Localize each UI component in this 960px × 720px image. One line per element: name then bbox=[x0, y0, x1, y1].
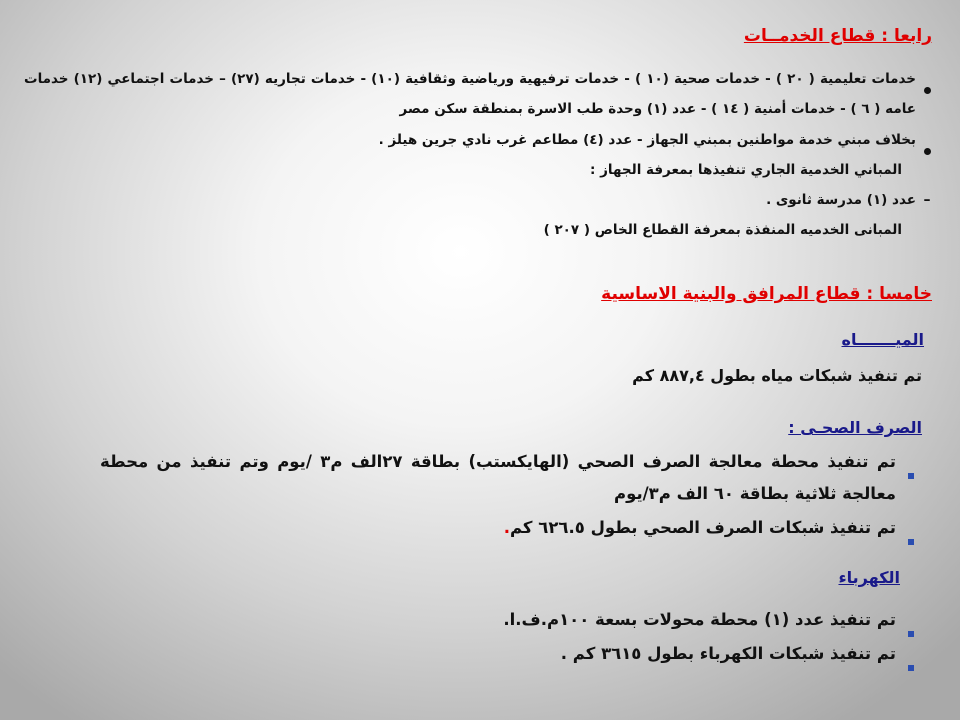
services-bullet-1-text: خدمات تعليمية ( ٢٠ ) - خدمات صحية (١٠ ) - خدمات ترفيهية ورياضية وثقافية (١٠) - خدمات تجاريه (٢٧) – خدمات اجتماعي (١٢) خدمات عامه ( ٦ ) - خدمات أمنية ( ١٤ ) - عدد (١) وحدة طب الاسرة بمنطقة سكن مصر bbox=[24, 71, 917, 117]
services-bullet-1 bbox=[24, 64, 938, 124]
private-sector-line: المبانى الخدميه المنفذة بمعرفة القطاع الخاص ( ٢٠٧ ) bbox=[543, 222, 902, 238]
electricity-bullet-1-text: تم تنفيذ عدد (١) محطة محولات بسعة ١٠٠م.ف.ا. bbox=[503, 610, 896, 629]
sewage-heading: الصرف الصحـى : bbox=[788, 418, 922, 437]
under-construction-item bbox=[24, 185, 938, 215]
bullet-square-icon bbox=[908, 539, 914, 545]
under-construction-label: المباني الخدمية الجاري تنفيذها بمعرفة الجهاز : bbox=[590, 162, 902, 178]
water-heading: الميـــــــاه bbox=[841, 330, 924, 349]
bullet-square-icon bbox=[908, 631, 914, 637]
sewage-bullet-2-text: تم تنفيذ شبكات الصرف الصحي بطول ٦٢٦.٥ كم bbox=[509, 518, 896, 537]
electricity-heading: الكهرباء bbox=[838, 568, 900, 587]
sewage-bullet-1 bbox=[100, 446, 926, 510]
water-line: تم تنفيذ شبكات مياه بطول ٨٨٧,٤ كم bbox=[632, 366, 922, 385]
sewage-bullet-1-text: تم تنفيذ محطة معالجة الصرف الصحي (الهايكستب) بطاقة ٢٧الف م٣ /يوم وتم تنفيذ من محطة معالجة ثلاثية بطاقة ٦٠ الف م٣/يوم bbox=[100, 452, 896, 503]
electricity-bullet-2-text: تم تنفيذ شبكات الكهرباء بطول ٣٦١٥ كم . bbox=[560, 644, 896, 663]
bullet-square-icon bbox=[908, 665, 914, 671]
sewage-bullet-2 bbox=[100, 512, 926, 556]
dash-icon: – bbox=[923, 192, 931, 208]
bullet-dot-icon bbox=[924, 87, 931, 94]
red-period: . bbox=[503, 518, 510, 537]
bullet-dot-icon bbox=[924, 148, 931, 155]
electricity-bullet-2 bbox=[100, 638, 926, 682]
utilities-heading: خامسا : قطاع المرافق والبنية الاساسية bbox=[601, 284, 932, 304]
bullet-square-icon bbox=[908, 473, 914, 479]
services-bullet-2-text: بخلاف مبني خدمة مواطنين بمبني الجهاز - عدد (٤) مطاعم غرب نادي جرين هيلز . bbox=[378, 132, 916, 148]
under-construction-item-text: عدد (١) مدرسة ثانوى . bbox=[766, 192, 916, 208]
services-heading: رابعا : قطاع الخدمــات bbox=[743, 26, 932, 46]
